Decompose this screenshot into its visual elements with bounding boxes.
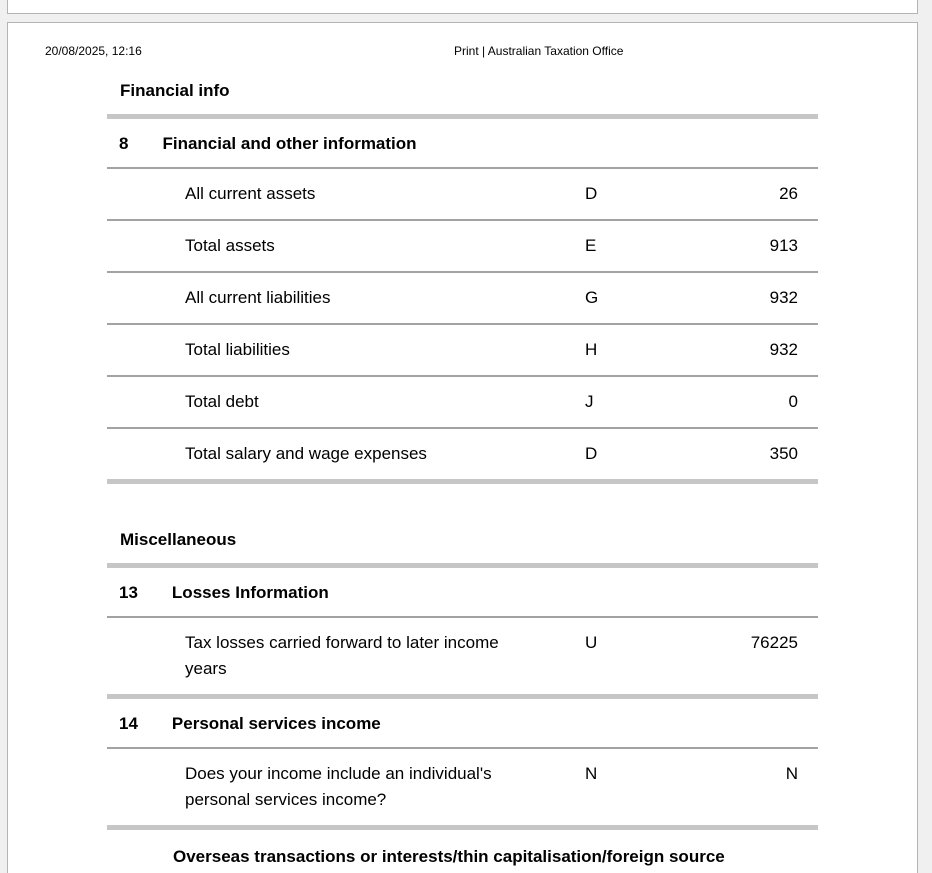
row-code: G [585, 288, 599, 307]
section-title: Losses Information [171, 583, 329, 602]
section-rule [107, 563, 818, 568]
table-row [107, 618, 818, 694]
row-value: 932 [769, 288, 798, 307]
section-heading [107, 583, 818, 603]
row-value: 932 [769, 340, 798, 359]
table-row [107, 169, 818, 221]
section-rows [107, 618, 818, 694]
row-label: Total liabilities [185, 340, 290, 359]
row-code: N [585, 764, 598, 783]
section-rule [107, 825, 818, 830]
print-title: Print | Australian Taxation Office [454, 44, 624, 58]
section-rows [107, 169, 818, 479]
table-row [107, 377, 818, 429]
section-rule [107, 114, 818, 119]
row-label: All current assets [185, 184, 316, 203]
section-rule [107, 479, 818, 484]
table-row [107, 221, 818, 273]
row-value: 76225 [750, 633, 798, 652]
row-label: All current liabilities [185, 288, 331, 307]
section-number: 13 [119, 583, 138, 602]
row-label: Total salary and wage expenses [185, 444, 427, 463]
row-code: E [585, 236, 597, 255]
group-heading: Miscellaneous [120, 530, 237, 549]
row-label: Total assets [185, 236, 275, 255]
row-value: 350 [769, 444, 798, 463]
previous-page-fragment [7, 0, 918, 14]
document-content [107, 81, 818, 867]
row-code: U [585, 633, 598, 652]
document-page [7, 22, 918, 873]
section-number: 14 [119, 714, 138, 733]
print-timestamp: 20/08/2025, 12:16 [45, 44, 142, 58]
row-value: N [785, 764, 798, 783]
row-value: 0 [788, 392, 798, 411]
row-value: 913 [769, 236, 798, 255]
section-title: Personal services income [171, 714, 381, 733]
section-heading [107, 714, 818, 734]
row-code: D [585, 184, 598, 203]
section-number: 8 [119, 134, 129, 153]
table-row [107, 749, 818, 825]
row-code: J [585, 392, 594, 411]
row-value: 26 [779, 184, 798, 203]
row-label: Total debt [185, 392, 259, 411]
section-rows [107, 749, 818, 825]
section-title: Financial and other information [162, 134, 417, 153]
row-label: Does your income include an individual's personal services income? [185, 764, 492, 809]
table-row [107, 325, 818, 377]
footer-heading: Overseas transactions or interests/thin capitalisation/foreign source [173, 847, 725, 866]
table-row [107, 273, 818, 325]
group-heading: Financial info [120, 81, 230, 100]
row-label: Tax losses carried forward to later income years [185, 633, 499, 678]
section-rule [107, 694, 818, 699]
row-code: H [585, 340, 598, 359]
section-heading [107, 134, 818, 154]
print-header [8, 44, 917, 59]
table-row [107, 429, 818, 479]
row-code: D [585, 444, 598, 463]
